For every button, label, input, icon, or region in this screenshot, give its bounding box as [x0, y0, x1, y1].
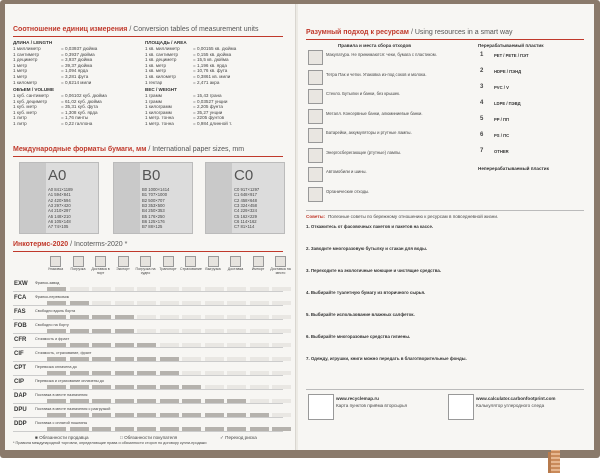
- bookmark-ribbon-edge: [548, 452, 551, 473]
- paper-c-size: C7 81×114: [234, 224, 255, 230]
- area-row-unit: 1 кв. дециметр: [145, 57, 177, 63]
- calculator-qr: [448, 394, 474, 420]
- length-row-unit: 1 метр: [13, 62, 28, 68]
- length-row-value: = 1,094 ярда: [61, 68, 88, 74]
- weight-row-value: = 2205 фунтов: [193, 115, 225, 121]
- weight-row-unit: 1 килограмм: [145, 109, 172, 115]
- plastic-code-name: OTHER: [494, 149, 509, 154]
- weight-row-unit: 1 килограмм: [145, 104, 172, 110]
- weight-row-unit: 1 грамм: [145, 98, 162, 104]
- plastic-code-name: HDPE / ПЭНД: [494, 69, 522, 74]
- incoterms-term: FOB: [14, 323, 27, 329]
- area-row-value: = 0,155 кв. дюйма: [193, 51, 232, 57]
- paper-sizes-title: Международные форматы бумаги, мм / International paper sizes, mm: [13, 146, 245, 153]
- paper-a-size: A1 594×841: [48, 192, 71, 198]
- plastic-code-name: PVC / V: [494, 85, 509, 90]
- recyclable-plastic-heading: Перерабатываемый пластик: [478, 43, 544, 48]
- advice-item: 7. Одежду, игрушки, книги можно передать в благотворительные фонды.: [306, 356, 467, 361]
- paper-b-size: B0 1000×1414: [142, 187, 170, 192]
- plastic-code-number: 4: [480, 100, 484, 106]
- legend-seller: ■ Обязанности продавца: [35, 435, 89, 440]
- area-row-value: = 1,196 кв. ярда: [193, 62, 227, 68]
- conversion-rule: [13, 36, 283, 37]
- paper-c-size: C2 458×648: [234, 197, 257, 203]
- incoterms-step-label: Доставка: [227, 267, 244, 271]
- weight-row-value: = 0,03527 унции: [193, 98, 228, 104]
- paper-a-size: A2 420×594: [48, 197, 71, 203]
- paper-b-size: B4 250×353: [142, 208, 165, 214]
- sorting-item-text: Автомобили и шины.: [326, 169, 367, 174]
- incoterms-step-label: Погрузка: [70, 267, 86, 271]
- legend-buyer: □ Обязанности покупателя: [120, 435, 178, 440]
- conversion-title: Соотношение единиц измерения / Conversion tables of measurement units: [13, 26, 259, 33]
- paper-c-size: C1 648×917: [234, 192, 257, 198]
- area-row-unit: 1 кв. метр: [145, 68, 167, 74]
- incoterms-term: DAP: [14, 393, 27, 399]
- incoterms-row-divider: [13, 319, 283, 320]
- length-row-unit: 1 миллиметр: [13, 46, 41, 51]
- paper-a-size: A7 74×105: [48, 224, 69, 230]
- plastic-code-number: 1: [480, 52, 484, 58]
- incoterms-step-label: Упаковка: [47, 267, 64, 271]
- recyclemap-text: Карта пунктов приёма вторсырья: [336, 403, 407, 408]
- plastic-code-name: PP / ПП: [494, 117, 510, 122]
- area-row-value: = 0,00155 кв. дюйма: [193, 46, 237, 51]
- length-row-value: = 0,3937 дюйма: [61, 51, 95, 57]
- incoterms-note: Стоимость, страхование, фрахт: [35, 351, 92, 355]
- area-row-unit: 1 гектар: [145, 79, 163, 85]
- paper-c-size: C6 114×162: [234, 218, 257, 224]
- paper-b-size: B2 500×707: [142, 197, 165, 203]
- sorting-item-icon: [308, 70, 323, 85]
- incoterms-note: Франко-завод: [35, 281, 60, 285]
- incoterms-term: CFR: [14, 337, 27, 343]
- length-heading: ДЛИНА / LENGTH: [13, 40, 53, 45]
- incoterms-step-icon: [163, 256, 174, 267]
- area-row-unit: 1 кв. миллиметр: [145, 46, 180, 51]
- volume-row-value: = 1,76 пинты: [61, 115, 89, 121]
- volume-row-unit: 1 литр: [13, 121, 27, 126]
- length-row-value: = 39,37 дюйма: [61, 62, 93, 68]
- incoterms-step-label: Доставка на место: [270, 267, 291, 275]
- plastic-code-number: 7: [480, 148, 484, 154]
- advice-heading: Советы:: [306, 214, 326, 219]
- sorting-item-icon: [308, 109, 323, 124]
- right-page: [298, 4, 594, 450]
- resources-title: Разумный подход к ресурсам / Using resources in a smart way: [306, 29, 513, 36]
- sorting-item-text: Стекло. Бутылки и банки, без крышек.: [326, 91, 401, 96]
- incoterms-footnote: * Правила международной торговли, определяющие права и обязанности сторон по договору купли-продажи: [13, 441, 207, 445]
- length-row-unit: 1 сантиметр: [13, 51, 40, 57]
- weight-row-unit: 1 метр. тонна: [145, 115, 174, 121]
- sorting-heading: Правила и места сбора отходов: [338, 43, 412, 48]
- paper-b-size: B6 125×176: [142, 218, 165, 224]
- weight-heading: ВЕС / WEIGHT: [145, 87, 177, 92]
- length-row-unit: 1 дециметр: [13, 57, 38, 63]
- incoterms-step-icon: [140, 256, 151, 267]
- advice-item: 3. Переходите на экологичные моющие и чистящие средства.: [306, 268, 442, 273]
- area-heading: ПЛОЩАДЬ / AREA: [145, 40, 187, 45]
- paper-a-size: A3 297×420: [48, 202, 71, 208]
- paper-b-label: B0: [142, 167, 161, 184]
- volume-heading: ОБЪЕМ / VOLUME: [13, 87, 55, 92]
- weight-row-unit: 1 грамм: [145, 93, 162, 98]
- paper-c-series: [205, 162, 285, 234]
- incoterms-row-divider: [13, 375, 283, 376]
- incoterms-note: Поставка в месте назначения с разгрузкой: [35, 407, 111, 411]
- area-row-value: = 0,3861 кв. мили: [193, 74, 231, 79]
- plastic-code-name: PS / ПС: [494, 133, 510, 138]
- incoterms-row-divider: [13, 305, 283, 306]
- incoterms-term: CIP: [14, 379, 25, 385]
- paper-c-size: C5 162×229: [234, 213, 257, 219]
- incoterms-step-label: Импорт: [251, 267, 265, 271]
- calculator-link[interactable]: www.calculator.carbonfootprint.com: [476, 396, 556, 401]
- incoterms-step-label: Экспорт: [116, 267, 130, 271]
- incoterms-title: Инкотермс-2020 / Incoterms-2020 *: [13, 241, 128, 248]
- area-row-value: = 2,471 акра: [193, 79, 220, 85]
- paper-a-size: A4 210×297: [48, 208, 71, 214]
- incoterms-step-label: Выгрузка: [205, 267, 221, 271]
- plastic-code-number: 3: [480, 84, 484, 90]
- incoterms-term: CIF: [14, 351, 24, 357]
- advice-item: 5. Выбирайте использование влажных салфеток.: [306, 312, 415, 317]
- paper-b-series: [113, 162, 193, 234]
- paper-c-size: C4 229×324: [234, 208, 257, 214]
- length-row-value: = 3,281 фута: [61, 74, 89, 79]
- length-row-unit: 1 километр: [13, 79, 37, 85]
- advice-intro: Полезные советы по бережному отношению к ресурсам в повседневной жизни.: [328, 214, 499, 219]
- incoterms-row-divider: [13, 417, 283, 418]
- incoterms-row-divider: [13, 333, 283, 334]
- length-row-value: = 0,6214 мили: [61, 79, 92, 85]
- paper-sizes-rule: [13, 156, 283, 157]
- area-row-unit: 1 кв. метр: [145, 62, 167, 68]
- paper-a-size: A6 105×148: [48, 218, 71, 224]
- incoterms-note: Свободно вдоль борта: [35, 309, 76, 313]
- incoterms-step-icon: [275, 256, 286, 267]
- sorting-item-icon: [308, 50, 323, 65]
- paper-b-size: B5 176×250: [142, 213, 165, 219]
- incoterms-step-icon: [73, 256, 84, 267]
- plastic-code-name: LDPE / ПЭВД: [494, 101, 521, 106]
- paper-c-size: C0 917×1297: [234, 187, 260, 192]
- incoterms-note: Поставка с оплатой пошлины: [35, 421, 88, 425]
- advice-item: 4. Выбирайте туалетную бумагу из вторичного сырья.: [306, 290, 426, 295]
- incoterms-step-label: Доставка в порт: [91, 267, 110, 275]
- incoterms-rule: [13, 251, 283, 252]
- plastic-code-number: 6: [480, 132, 484, 138]
- volume-row-unit: 1 литр: [13, 115, 27, 121]
- sorting-item-text: Тетра Пак и четки. Упаковка из-под соков и молока.: [326, 71, 427, 77]
- incoterms-step-icon: [230, 256, 241, 267]
- paper-a-size: A5 148×210: [48, 213, 71, 219]
- nonrecyclable-plastic-heading: Неперерабатываемый пластик: [478, 166, 549, 171]
- incoterms-row-divider: [13, 403, 283, 404]
- sorting-item-text: Макулатура. Не принимаются: чеки, бумага с пластиком.: [326, 52, 437, 57]
- sorting-item-icon: [308, 187, 323, 202]
- incoterms-step-icon: [208, 256, 219, 267]
- weight-row-value: = 2,205 фунта: [193, 104, 223, 110]
- incoterms-note: Франко-перевозчик: [35, 295, 70, 299]
- incoterms-step-icon: [185, 256, 196, 267]
- volume-row-value: = 35,31 куб. фута: [61, 104, 98, 110]
- sorting-item-text: Батарейки, аккумуляторы и ртутные лампы.: [326, 130, 412, 135]
- incoterms-step-icon: [50, 256, 61, 267]
- weight-row-value: = 0,984 длинной т.: [193, 121, 232, 126]
- weight-row-value: = 35,27 унции: [193, 109, 223, 115]
- left-page: [5, 4, 296, 450]
- advice-item: 1. Откажитесь от фасовочных пакетов и пакетов на кассе.: [306, 224, 434, 229]
- incoterms-note: Стоимость и фрахт: [35, 337, 70, 341]
- area-row-unit: 1 кв. километр: [145, 74, 176, 79]
- incoterms-step-icon: [95, 256, 106, 267]
- incoterms-term: DDP: [14, 421, 27, 427]
- incoterms-row-divider: [13, 389, 283, 390]
- length-row-unit: 1 метр: [13, 74, 28, 79]
- advice-item: 6. Выбирайте многоразовые средства гигиены.: [306, 334, 411, 339]
- sorting-item-text: Органические отходы.: [326, 188, 370, 194]
- resources-rule: [306, 39, 584, 40]
- incoterms-term: FCA: [14, 295, 27, 301]
- weight-row-unit: 1 метр. тонна: [145, 121, 174, 126]
- volume-row-unit: 1 куб. дециметр: [13, 98, 48, 104]
- links-divider: [306, 389, 584, 390]
- incoterms-step-icon: [118, 256, 129, 267]
- incoterms-note: Поставка в месте назначения: [35, 393, 88, 397]
- incoterms-step-label: Транспорт: [159, 267, 177, 271]
- incoterms-term: FAS: [14, 309, 26, 315]
- incoterms-term: EXW: [14, 281, 28, 287]
- volume-row-unit: 1 куб. сантиметр: [13, 93, 49, 98]
- plastic-code-number: 2: [480, 68, 484, 74]
- incoterms-step-icon: [253, 256, 264, 267]
- paper-c-label: C0: [234, 167, 254, 184]
- sorting-item-text: Энергосберегающие (ртутные) лампы.: [326, 149, 402, 155]
- paper-a-label: A0: [48, 167, 67, 184]
- weight-row-value: = 15,43 грана: [193, 93, 222, 98]
- sorting-item-icon: [308, 89, 323, 104]
- advice-item: 2. Заводите многоразовую бутылку и стакан для воды.: [306, 246, 428, 251]
- volume-row-value: = 1,308 куб. ярда: [61, 109, 98, 115]
- incoterms-note: Перевозка и страхование оплачены до: [35, 379, 104, 383]
- recyclemap-qr: [308, 394, 334, 420]
- length-row-value: = 3,937 дюйма: [61, 57, 93, 63]
- incoterms-step-label: Страхование: [180, 267, 202, 271]
- volume-row-unit: 1 куб. метр: [13, 104, 37, 110]
- sorting-item-text: Металл. Консервные банки, алюминиевые банки.: [326, 110, 423, 116]
- paper-a-size: A0 841×1189: [48, 187, 73, 192]
- legend-risk: ✓ Переход риска: [220, 435, 257, 440]
- advice-divider: [306, 210, 584, 211]
- incoterms-note: Перевозка оплачена до: [35, 365, 77, 369]
- volume-row-unit: 1 куб. метр: [13, 109, 37, 115]
- incoterms-row-divider: [13, 347, 283, 348]
- sorting-item-icon: [308, 167, 323, 182]
- incoterms-term: DPU: [14, 407, 27, 413]
- paper-c-size: C3 324×458: [234, 202, 257, 208]
- incoterms-step-label: Погрузка на судно: [135, 267, 156, 275]
- area-row-value: = 10,76 кв. фута: [193, 68, 228, 74]
- length-row-unit: 1 метр: [13, 68, 28, 74]
- paper-b-size: B7 88×125: [142, 224, 163, 230]
- paper-b-size: B1 707×1000: [142, 192, 168, 198]
- recyclemap-link[interactable]: www.recyclemap.ru: [336, 396, 379, 401]
- incoterms-row-divider: [13, 431, 283, 432]
- paper-b-size: B3 353×500: [142, 202, 165, 208]
- sorting-item-icon: [308, 148, 323, 163]
- incoterms-term: CPT: [14, 365, 26, 371]
- plastic-code-name: PET / PETE / ПЭТ: [494, 53, 529, 58]
- length-row-value: = 0,03937 дюйма: [61, 46, 98, 51]
- incoterms-note: Свободно на борту: [35, 323, 69, 327]
- area-row-value: = 15,5 кв. дюйма: [193, 57, 229, 63]
- calculator-text: Калькулятор углеродного следа: [476, 403, 545, 408]
- volume-row-value: = 61,02 куб. дюйма: [61, 98, 102, 104]
- incoterms-row-divider: [13, 291, 283, 292]
- volume-row-value: = 0,06102 куб. дюйма: [61, 93, 107, 98]
- sorting-item-icon: [308, 128, 323, 143]
- plastic-code-number: 5: [480, 116, 484, 122]
- volume-row-value: = 0,22 галлона: [61, 121, 93, 126]
- area-row-unit: 1 кв. сантиметр: [145, 51, 179, 57]
- incoterms-row-divider: [13, 361, 283, 362]
- paper-a-series: [19, 162, 99, 234]
